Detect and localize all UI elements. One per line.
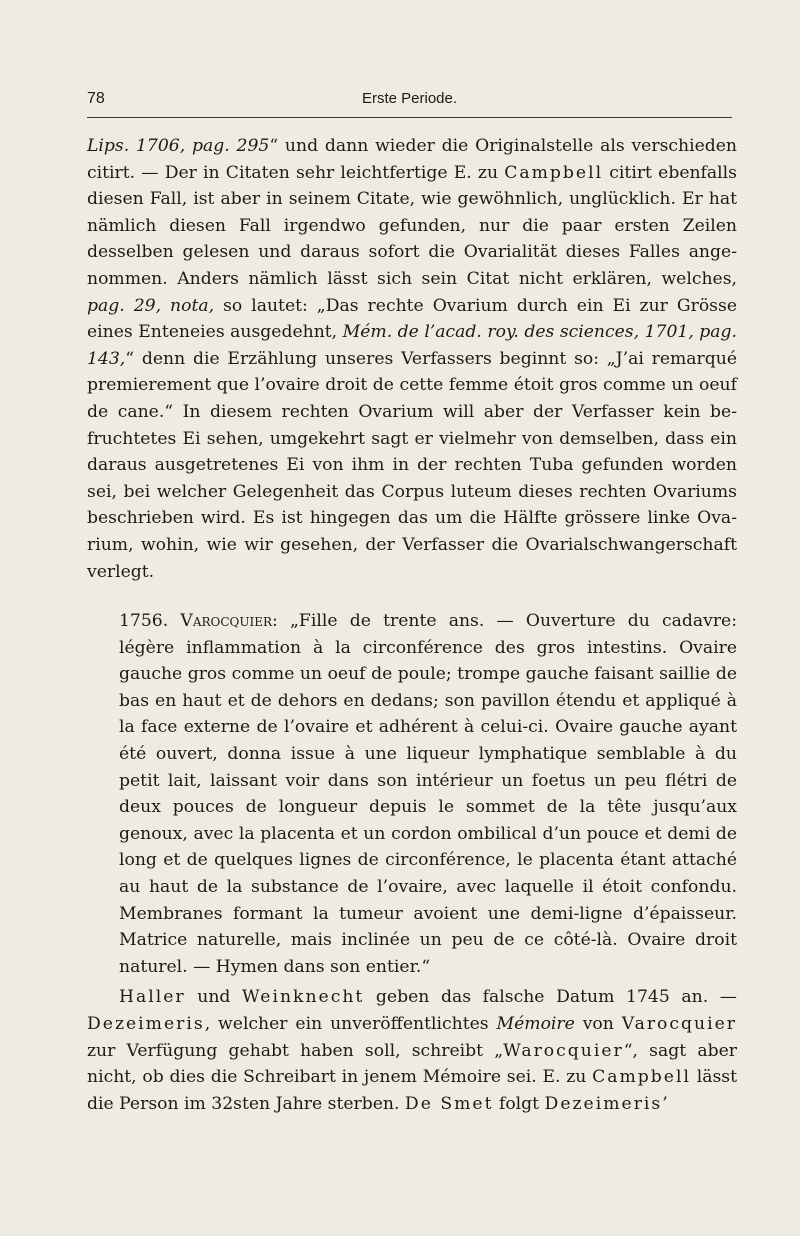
text-segment: citirt ebenfalls diesen Fall, ist aber in seinem Citate, wie gewöhnlich, unglücklich. Er hat nämlich diesen Fall irgendwo gefunden, nur die paar ersten Zeilen desselben gelesen und daraus sofort die Ovarialität dieses Falles angenommen. Anders nämlich lässt sich sein Citat nicht erklären, welches, [87, 162, 737, 289]
author-weinknecht: Weinknecht [242, 987, 365, 1008]
running-head: Erste Periode. [361, 90, 458, 107]
text-segment: “ denn die Erzählung unseres Verfassers beginnt so: „J’ai remarqué premierement que l’ovaire droit de cette femme étoit gros comme un oeuf de cane.“ In diesem rechten Ovarium will aber der Verfasser kein befruchtetes Ei sehen, umgekehrt sagt er vielmehr von demselben, dass ein daraus ausgetretenes Ei von ihm in der rechten Tuba gefunden worden sei, bei welcher Gelegenheit das Corpus luteum dieses rechten Ovariums beschrieben wird. Es ist hingegen das um die Hälfte grössere linke Ovarium, wohin, wie wir gesehen, der Verfasser die Ovarialschwangerschaft verlegt. [87, 348, 737, 582]
text-segment: folgt [493, 1093, 545, 1114]
text-segment: und [185, 987, 243, 1008]
citation-memoire: Mém. de l’acad. roy. des sciences, 1701, pag. 143, [87, 322, 737, 369]
author-dezeimeris: Dezeimeris [87, 1014, 205, 1034]
text-segment: , welcher ein unveröffentlichtes [204, 1014, 497, 1034]
text-segment: geben das falsche Datum 1745 an. — [364, 987, 737, 1008]
author-campbell: Campbell [592, 1067, 691, 1088]
paragraph-2 [87, 608, 737, 980]
text-segment: “ und dann wieder die Originalstelle als verschieden citirt. — Der in Citaten sehr leichtfertige E. zu [87, 136, 737, 183]
author-de-smet: De Smet [404, 1093, 494, 1114]
text-segment: lässt die Person im 32sten Jahre sterben. [87, 1067, 737, 1114]
author-haller: Haller [119, 987, 186, 1008]
text-segment: “, sagt aber nicht, ob dies die Schreibart in jenem Mémoire sei. E. zu [87, 1040, 738, 1088]
text-segment: ’ [662, 1093, 668, 1114]
author-warocquier: Warocquier [503, 1040, 624, 1061]
citation-lips: Lips. 1706, pag. 295 [87, 136, 270, 156]
author-varocquier: Varocquier [180, 611, 273, 632]
text-segment: von [574, 1014, 622, 1034]
page-header [87, 90, 732, 118]
header-rule [87, 117, 732, 118]
text-segment: zur Verfügung gehabt haben soll, schreibt „ [87, 1040, 504, 1061]
author-campbell: Campbell [504, 162, 604, 183]
author-varocquier: Varocquier [621, 1014, 737, 1034]
citation-pag: pag. 29, nota, [87, 295, 215, 316]
paragraph-1 [87, 133, 737, 585]
page-number: 78 [87, 90, 105, 107]
paragraph-3 [87, 984, 737, 1117]
body-text [87, 133, 737, 1117]
text-segment: : „Fille de trente ans. — Ouverture du cadavre: légère inflammation à la circonférence des gros intestins. Ovaire gauche gros comme un oeuf de poule; trompe gauche faisant saillie de bas en haut et de dehors en dedans; son pavillon étendu et appliqué à la face externe de l’ovaire et adhérent à celui-ci. Ovaire gauche ayant été ouvert, donna issue à une liqueur lymphatique semblable à du petit lait, laissant voir dans son intérieur un foetus un peu flétri de deux pouces de longueur depuis le sommet de la tête jusqu’aux genoux, avec la placenta et un cordon ombilical d’un pouce et demi de long et de quelques lignes de circonférence, le placenta étant attaché au haut de la substance de l’ovaire, avec laquelle il étoit confondu. Membranes formant la tumeur avoient une demi-ligne d’épaisseur. Matrice naturelle, mais inclinée un peu de ce côté-là. Ovaire droit naturel. — Hymen dans son entier.“ [119, 611, 737, 977]
case-year: 1756. [119, 611, 181, 632]
text-segment: so lautet: „Das rechte Ovarium durch ein Ei zur Grösse eines Enteneies ausgedehnt, [87, 295, 737, 343]
author-dezeimeris: Dezeimeris [544, 1093, 663, 1114]
term-memoire: Mémoire [496, 1014, 575, 1034]
